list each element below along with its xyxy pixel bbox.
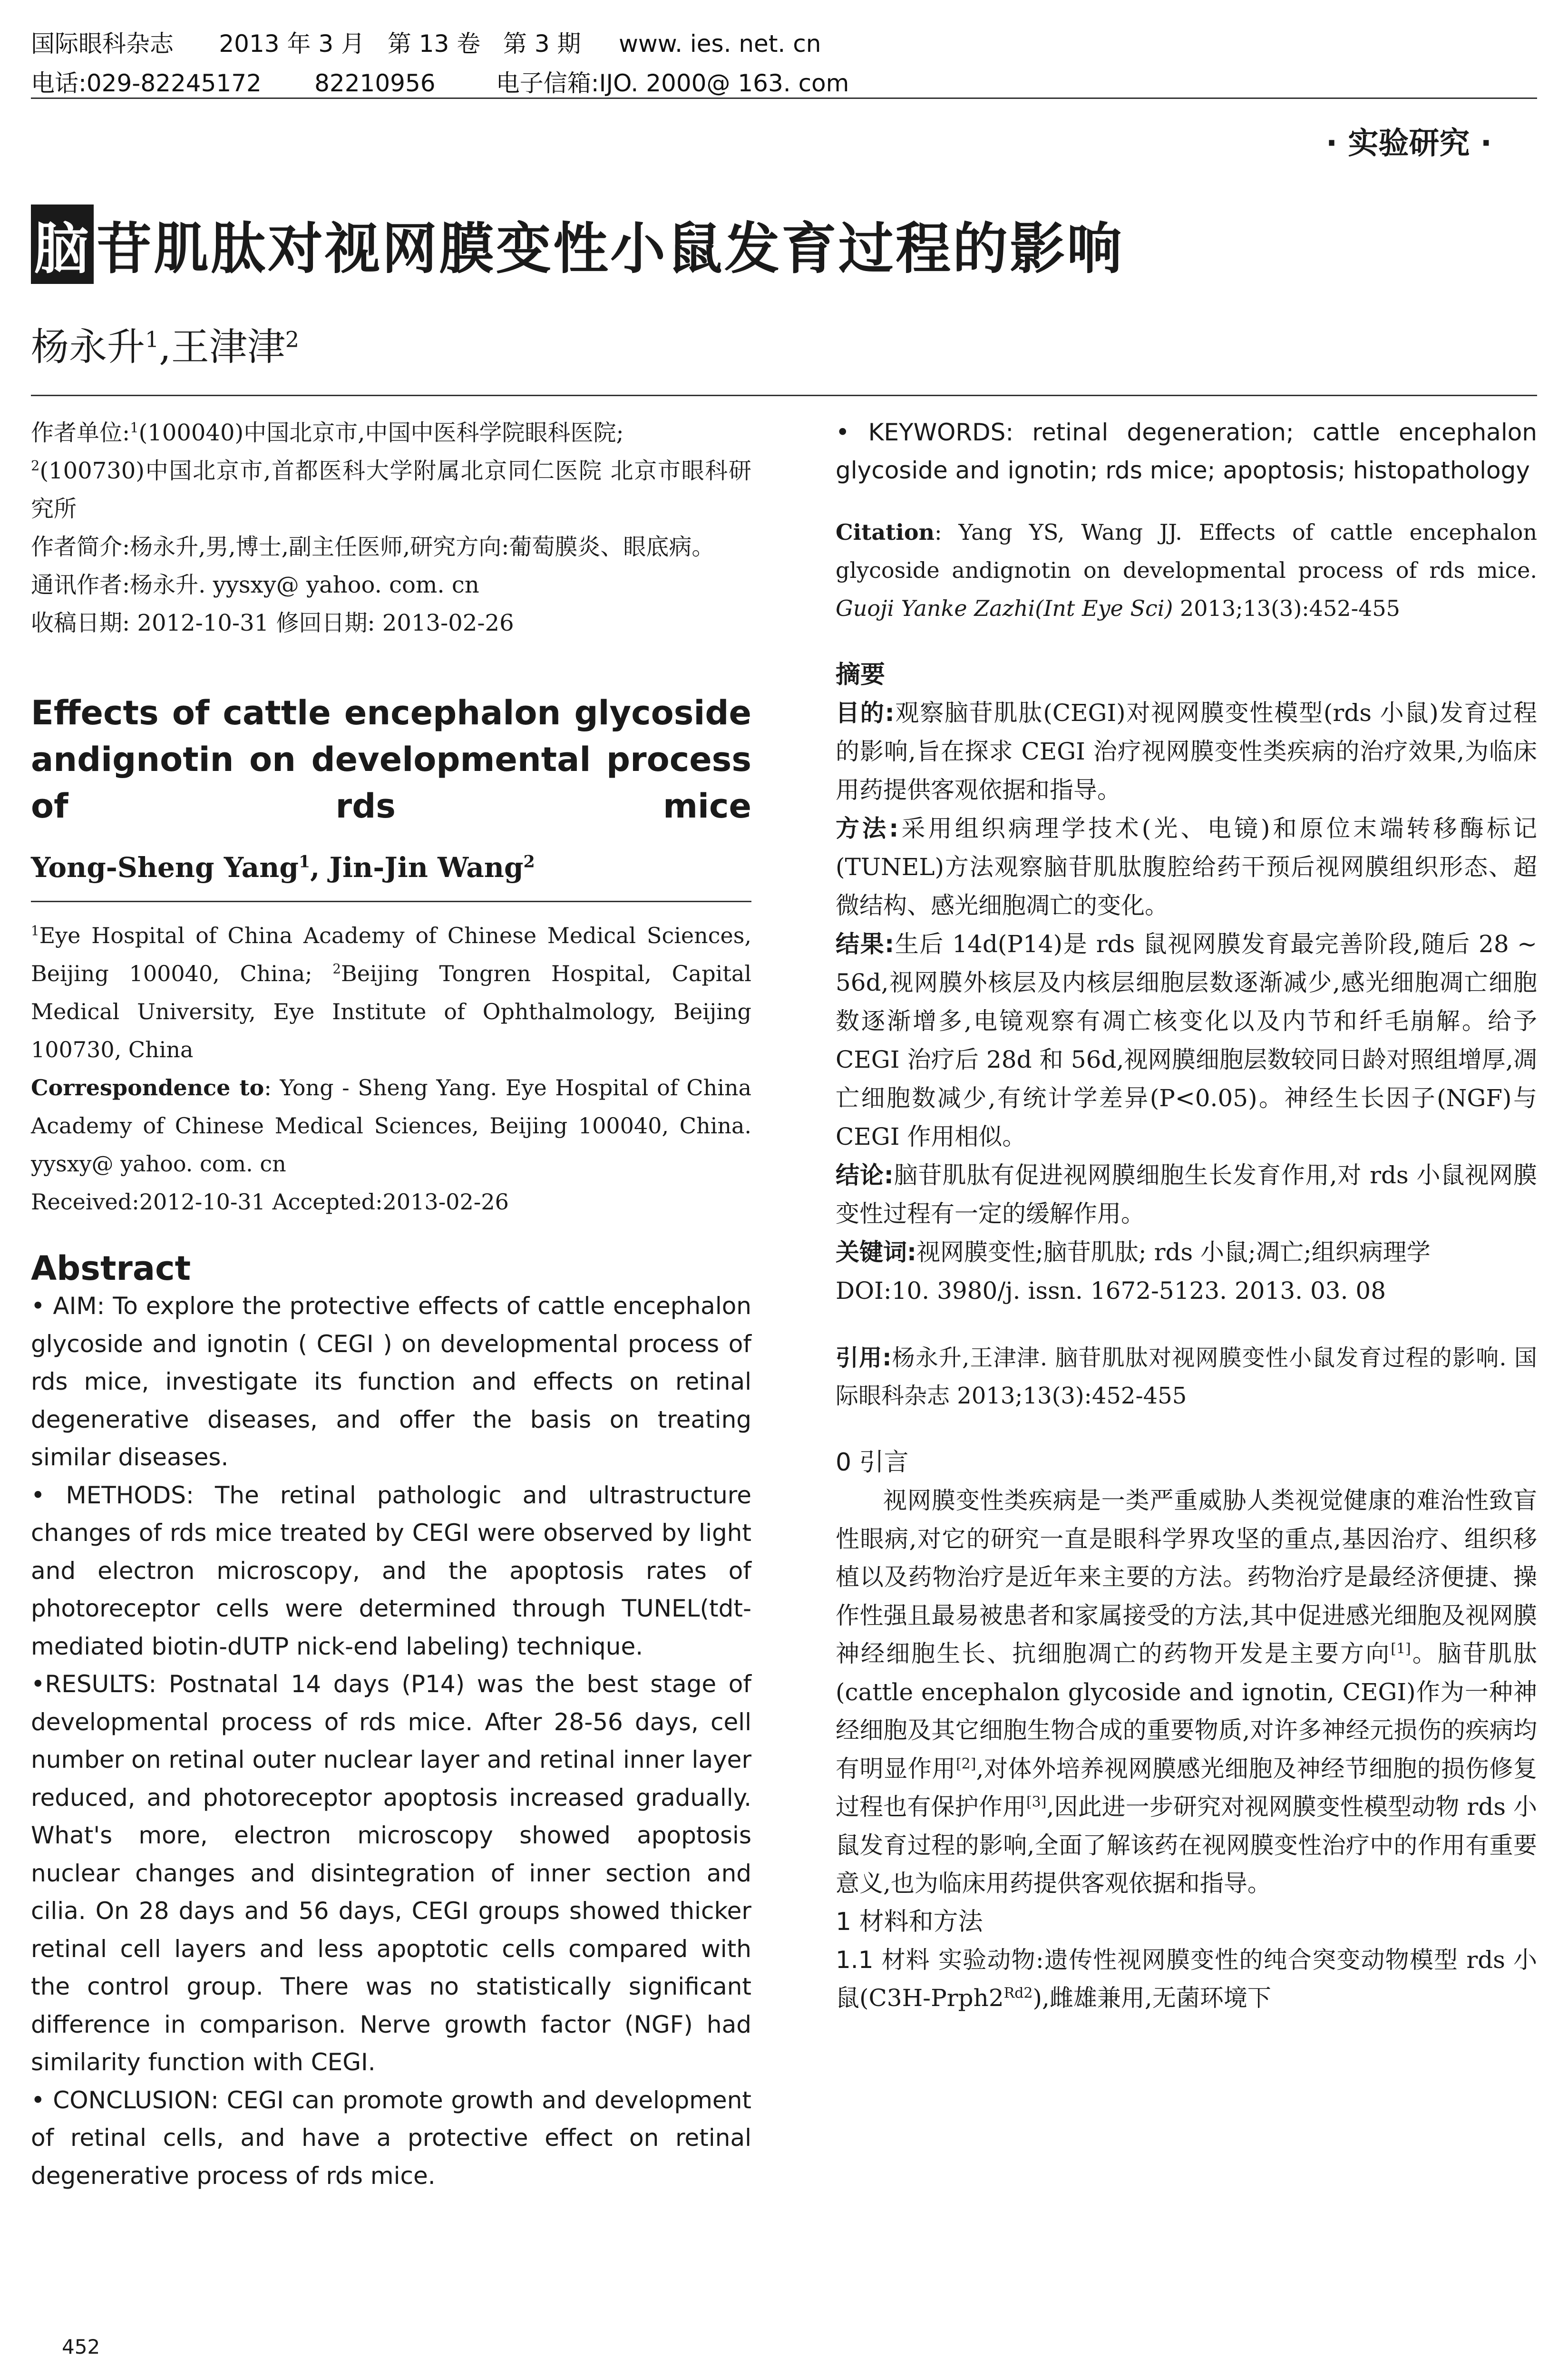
ref-1[interactable]: [1] [1391,1640,1411,1657]
doi[interactable]: DOI:10. 3980/j. issn. 1672-5123. 2013. 03. 08 [836,1277,1386,1305]
author-2-sup: 2 [285,326,299,352]
issue-date: 2013 年 3 月 [219,30,365,58]
journal-website[interactable]: www. ies. net. cn [619,30,821,58]
zh-abstract-body [836,694,1537,1310]
article-title [31,205,1124,284]
page-number: 452 [62,2335,100,2358]
right-column [836,414,1537,2017]
cn-affiliations: 作者单位:$^1$(100040)中国北京市,中国中医科学院眼科医院; $^2$(100730)中国北京市,首都医科大学附属北京同仁医院 北京市眼科研究所 作者简介:杨永升,男,博士,副主任医师,研究方向:葡萄膜炎、眼底病。 通讯作者:杨永升. yysxy@ yahoo. com. cn 收稿日期: 2012-10-31 修回日期: 2013-02-26 [31,414,751,642]
author-1-sup: 1 [145,326,159,352]
zh-citation: 引用:杨永升,王津津. 脑苷肌肽对视网膜变性小鼠发育过程的影响. 国际眼科杂志 2013;13(3):452-455 [836,1344,1538,1409]
english-correspondence: Correspondence to: Yong - Sheng Yang. Eye Hospital of China Academy of Chinese Medical Sciences, Beijing 100040, China. yysxy@ yahoo. com. cn [31,1075,752,1177]
journal-header-line1 [31,25,821,59]
abstract-results: •RESULTS: Postnatal 14 days (P14) was the best stage of developmental process of rds mice. After 28-56 days, cell number on retinal outer nuclear layer and retinal inner layer reduced, and photoreceptor apoptosis increased gradually. What's more, electron microscopy showed apoptosis nuclear changes and disintegration of inner section and cilia. On 28 days and 56 days, CEGI groups showed thicker retinal cell layers and less apoptotic cells compared with the control group. There was no statistically significant difference in comparison. Nerve growth factor (NGF) had similarity function with CEGI. [31,1670,751,2076]
english-dates: Received:2012-10-31 Accepted:2013-02-26 [31,1189,509,1215]
author-separator: , [159,325,171,369]
zh-methods: 方法:采用组织病理学技术(光、电镜)和原位末端转移酶标记(TUNEL)方法观察脑苷肌肽腹腔给药干预后视网膜组织形态、超微结构、感光细胞凋亡的变化。 [836,815,1537,919]
abstract-aim: • AIM: To explore the protective effects of cattle encephalon glycoside and ignotin ( CEGI ) on developmental process of rds mice, investigate its function and effects on retinal degenerative diseases, and offer the basis on treating similar diseases. [31,1292,751,1471]
header-rule [31,97,1537,99]
issue-number: 第 3 期 [503,30,581,58]
dates-cn: 收稿日期: 2012-10-31 修回日期: 2013-02-26 [31,610,514,636]
zh-abstract-heading: 摘要 [836,661,886,689]
zh-keywords: 关键词:视网膜变性;脑苷肌肽; rds 小鼠;凋亡;组织病理学 [836,1238,1431,1266]
english-authors-rule [31,901,751,902]
section-tag: · 实验研究 · [1325,126,1492,161]
volume: 第 13 卷 [387,30,481,58]
zh-aim: 目的:观察脑苷肌肽(CEGI)对视网膜变性模型(rds 小鼠)发育过程的影响,旨在探求 CEGI 治疗视网膜变性类疾病的治疗效果,为临床用药提供客观依据和指导。 [836,699,1538,804]
author-bio: 作者简介:杨永升,男,博士,副主任医师,研究方向:葡萄膜炎、眼底病。 [31,534,715,560]
title-first-char: 脑 [31,205,94,284]
abstract-body [31,1287,751,2195]
intro-paragraph: 视网膜变性类疾病是一类严重威胁人类视觉健康的难治性致盲性眼病,对它的研究一直是眼科学界攻坚的重点,基因治疗、组织移植以及药物治疗是近年来主要的方法。药物治疗是最经济便捷、操作性强且最易被患者和家属接受的方法,其中促进感光细胞及视网膜神经细胞生长、抗细胞凋亡的药物开发是主要方向[1]。脑苷肌肽(cattle encephalon glycoside and ignotin, CEGI)作为一种神经细胞及其它细胞生物合成的重要物质,对许多神经元损伤的疾病均有明显作用[2],对体外培养视网膜感光细胞及神经节细胞的损伤修复过程也有保护作用[3],因此进一步研究对视网膜变性模型动物 rds 小鼠发育过程的影响,全面了解该药在视网膜变性治疗中的作用有重要意义,也为临床用药提供客观依据和指导。 [836,1487,1538,1897]
zh-conclusion: 结论:脑苷肌肽有促进视网膜细胞生长发育作用,对 rds 小鼠视网膜变性过程有一定的缓解作用。 [836,1161,1538,1227]
intro-heading: 0 引言 [836,1448,909,1477]
abstract-conclusion: • CONCLUSION: CEGI can promote growth and development of retinal cells, and have a protective effect on retinal degenerative process of rds mice. [31,2086,751,2190]
journal-header-line2 [31,64,849,98]
methods-paragraph: 1.1 材料 实验动物:遗传性视网膜变性的纯合突变动物模型 rds 小鼠$(C3H-Prph2^{Rd2})$,雌雄兼用,无菌环境下 [836,1946,1537,2012]
title-rule [31,395,1537,396]
author-line [31,316,299,371]
english-keywords: • KEYWORDS: retinal degeneration; cattle encephalon glycoside and ignotin; rds mice; apoptosis; histopathology [836,419,1537,484]
ref-3[interactable]: [3] [1026,1793,1047,1811]
left-column [31,414,751,2195]
journal-email[interactable]: 电子信箱:IJO. 2000@ 163. com [496,69,849,97]
english-citation: Citation: Yang YS, Wang JJ. Effects of cattle encephalon glycoside andignotin on developmental process of rds mice. Guoji Yanke Zazhi(Int Eye Sci) 2013;13(3):452-455 [836,519,1537,621]
ref-2[interactable]: [2] [955,1755,976,1772]
english-affiliations: $^1$Eye Hospital of China Academy of Chinese Medical Sciences, Beijing 100040, China; $^2$Beijing Tongren Hospital, Capital Medical University, Eye Institute of Ophthalmology, Beijing 100730, China Correspondence to: Yong - Sheng Yang. Eye Hospital of China Academy of Chinese Medical Sciences, Beijing 100040, China. yysxy@ yahoo. com. cn Received:2012-10-31 Accepted:2013-02-26 [31,916,751,1221]
author-1: 杨永升 [31,325,145,369]
abstract-heading: Abstract [31,1249,191,1288]
correspondence-cn: 通讯作者:杨永升. yysxy@ yahoo. com. cn [31,572,479,598]
phone-2: 82210956 [314,69,436,97]
author-2: 王津津 [171,325,285,369]
title-text: 苷肌肽对视网膜变性小鼠发育过程的影响 [97,217,1124,281]
zh-results: 结果:生后 14d(P14)是 rds 鼠视网膜发育最完善阶段,随后 28 ~ 56d,视网膜外核层及内核层细胞层数逐渐减少,感光细胞凋亡细胞数逐渐增多,电镜观察有凋亡核变化以及内节和纤毛崩解。给予 CEGI 治疗后 28d 和 56d,视网膜细胞层数较同日龄对照组增厚,凋亡细胞数减少,有统计学差异(P<0.05)。神经生长因子(NGF)与 CEGI 作用相似。 [836,930,1537,1150]
abstract-methods: • METHODS: The retinal pathologic and ultrastructure changes of rds mice treated by CEGI were observed by light and electron microscopy, and the apoptosis rates of photoreceptor cells were determined through TUNEL(tdt-mediated biotin-dUTP nick-end labeling) technique. [31,1481,751,1660]
english-authors: Yong-Sheng Yang$^1$, Jin-Jin Wang$^2$ [31,851,535,884]
phone: 电话:029-82245172 [31,69,262,97]
english-title: Effects of cattle encephalon glycoside andignotin on developmental process of rds mice [31,693,751,826]
journal-name: 国际眼科杂志 [31,30,174,58]
methods-heading: 1 材料和方法 [836,1907,983,1936]
